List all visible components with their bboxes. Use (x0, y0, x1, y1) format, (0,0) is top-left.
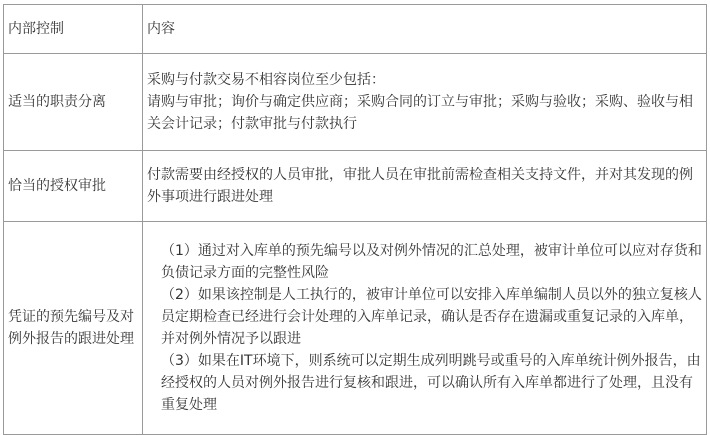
row-content (143, 222, 707, 435)
content-line: 请购与审批；询价与确定供应商；采购合同的订立与审批；采购与验收；采购、验收与相关会计记录；付款审批与付款执行 (147, 94, 693, 132)
table-row (4, 222, 707, 435)
content-line: 付款需要由经授权的人员审批，审批人员在审批前需检查相关支持文件，并对其发现的例外事项进行跟进处理 (147, 167, 693, 205)
row-control-label: 凭证的预先编号及对例外报告的跟进处理 (4, 222, 143, 435)
content-line: （2）如果该控制是人工执行的，被审计单位可以安排入库单编制人员以外的独立复核人员定期检查已经进行会计处理的入库单记录，确认是否存在遗漏或重复记录的入库单，并对例外情况予以跟进 (161, 287, 702, 347)
internal-control-table (3, 4, 707, 435)
header-control: 内部控制 (4, 5, 143, 54)
table-row (4, 54, 707, 151)
content-line: （3）如果在IT环境下，则系统可以定期生成列明跳号或重号的入库单统计例外报告，由经授权的人员对例外报告进行复核和跟进，可以确认所有入库单都进行了处理，且没有重复处理 (161, 353, 701, 413)
row-content (143, 151, 707, 222)
row-content (143, 54, 707, 151)
row-control-label: 恰当的授权审批 (4, 151, 143, 222)
content-line: （1）通过对入库单的预先编号以及对例外情况的汇总处理，被审计单位可以应对存货和负债记录方面的完整性风险 (161, 243, 702, 281)
table-header-row (4, 5, 707, 54)
table-row (4, 151, 707, 222)
header-content: 内容 (143, 5, 707, 54)
row-control-label: 适当的职责分离 (4, 54, 143, 151)
content-line: 采购与付款交易不相容岗位至少包括： (147, 72, 385, 88)
